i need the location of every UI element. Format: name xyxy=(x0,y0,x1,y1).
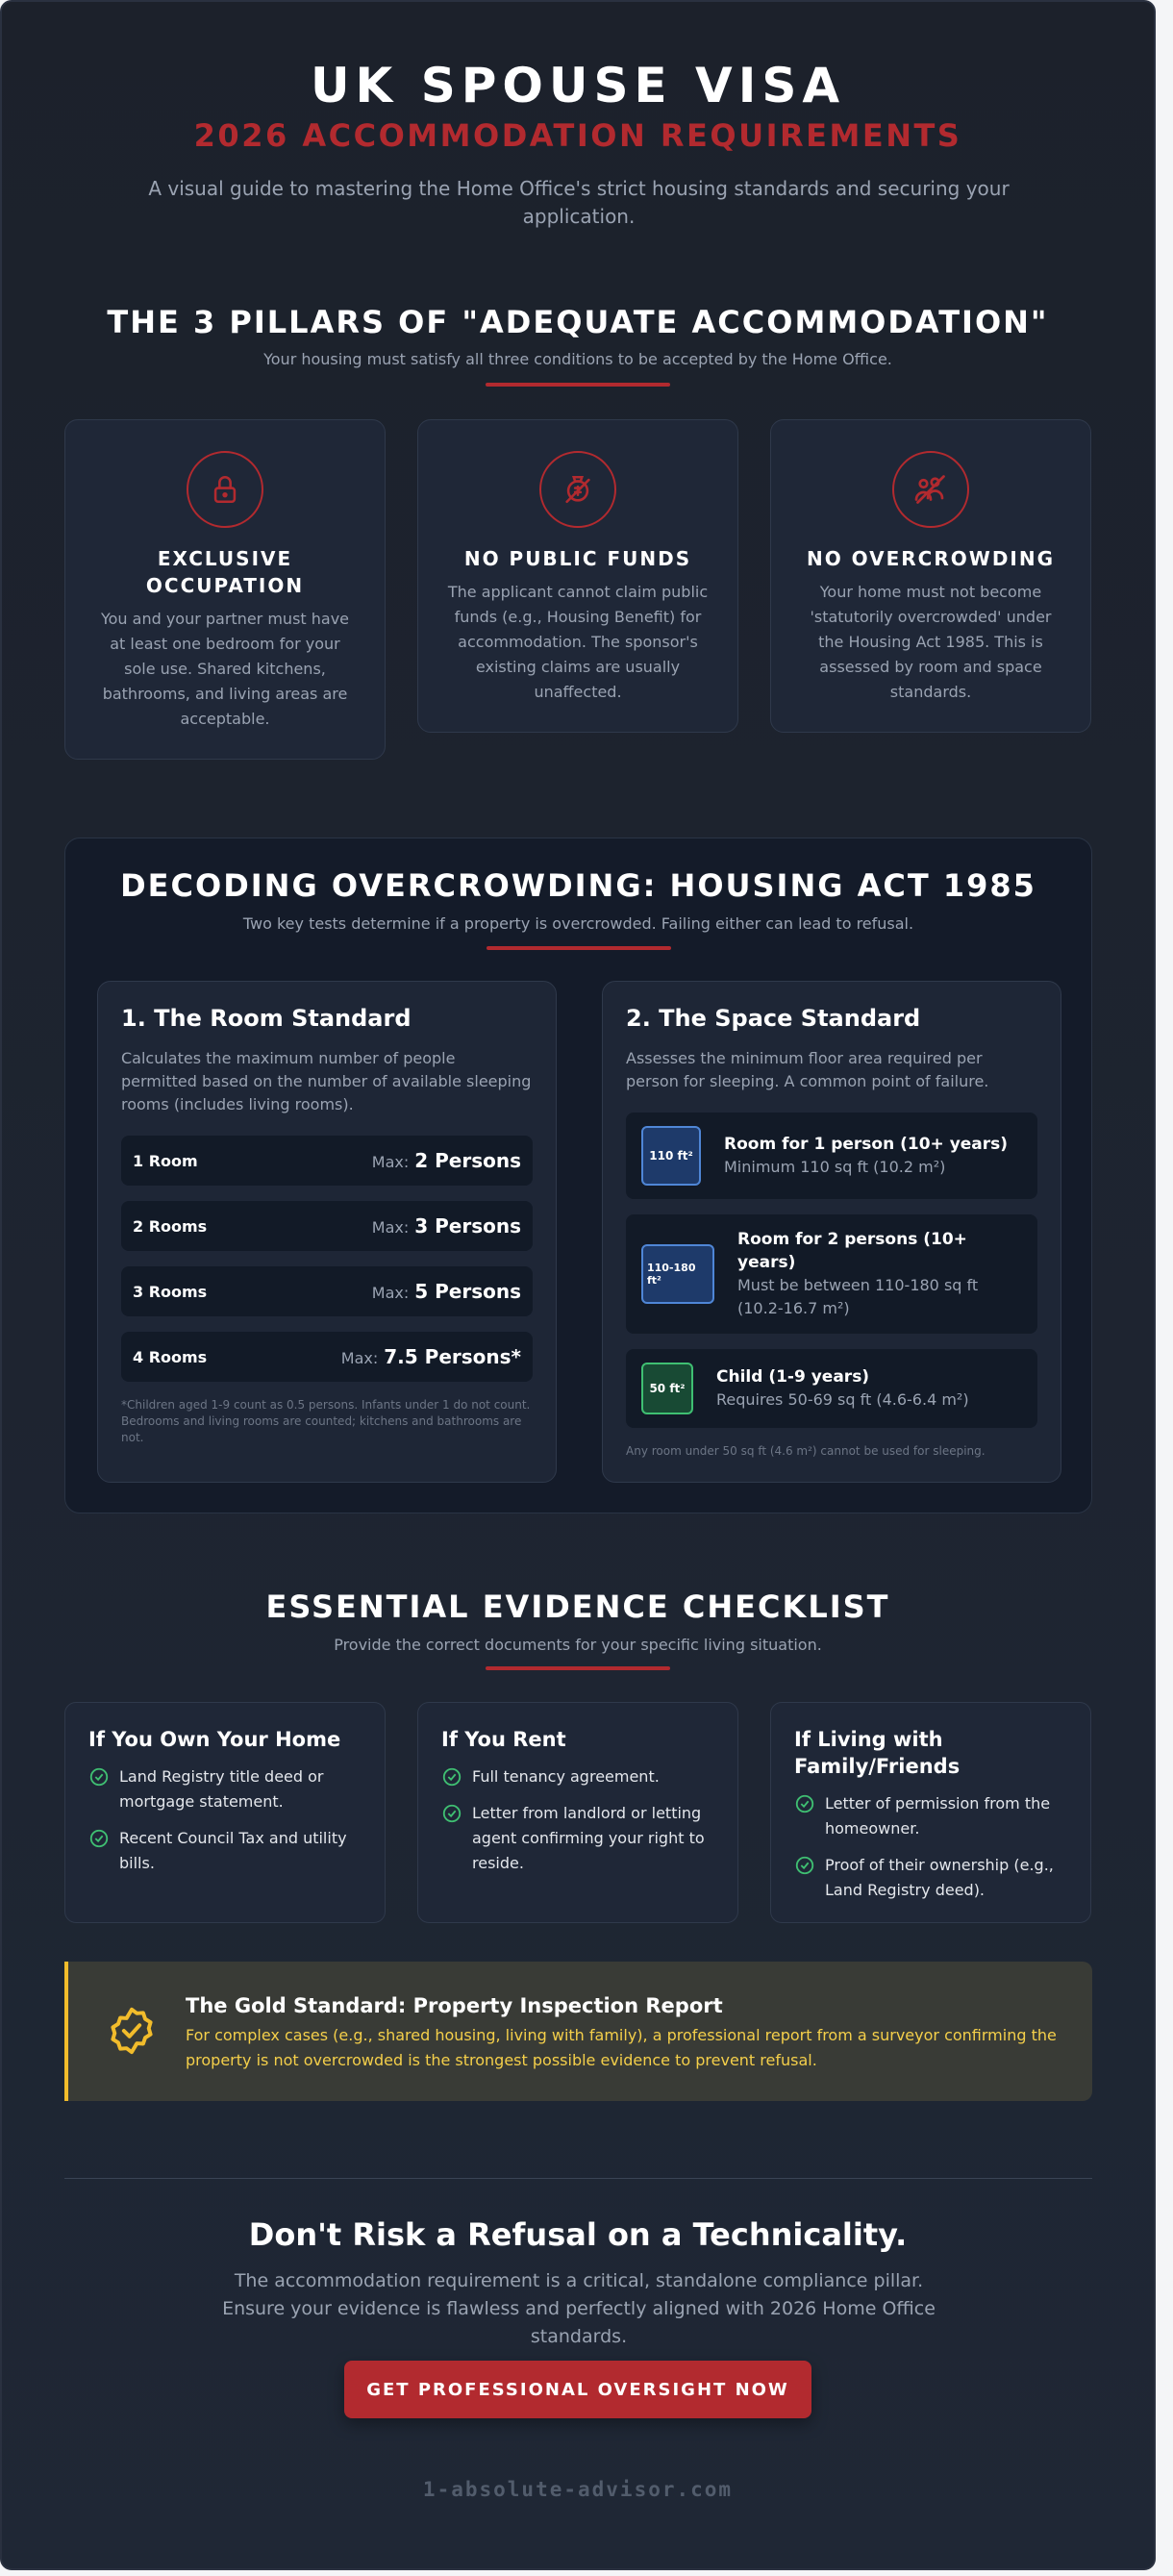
room-standard-title: 1. The Room Standard xyxy=(121,1005,412,1032)
checklist-text: Recent Council Tax and utility bills. xyxy=(119,1829,347,1872)
max-label: Max: xyxy=(371,1218,410,1237)
gold-standard-title: The Gold Standard: Property Inspection Report xyxy=(186,1994,723,2017)
room-count: 3 Rooms xyxy=(133,1282,208,1301)
max-persons: 5 Persons xyxy=(414,1280,521,1303)
space-row xyxy=(626,1349,1037,1428)
space-row xyxy=(626,1214,1037,1334)
section-rule xyxy=(486,383,670,387)
checklist-item xyxy=(794,1853,1067,1903)
space-row-text: Minimum 110 sq ft (10.2 m²) xyxy=(724,1158,946,1176)
pillars-subtitle: Your housing must satisfy all three conditions to be accepted by the Home Office. xyxy=(263,350,892,368)
checklist-text: Proof of their ownership (e.g., Land Registry deed). xyxy=(825,1856,1054,1899)
overcrowding-subtitle: Two key tests determine if a property is overcrowded. Failing either can lead to refusal. xyxy=(242,914,914,933)
max-label: Max: xyxy=(371,1284,410,1302)
no-funds-icon xyxy=(539,451,616,528)
space-row-text: Requires 50-69 sq ft (4.6-6.4 m²) xyxy=(716,1390,969,1409)
space-row-title: Child (1-9 years) xyxy=(716,1367,870,1387)
checklist-text: Letter of permission from the homeowner. xyxy=(825,1794,1051,1838)
pillar-title: NO OVERCROWDING xyxy=(806,547,1056,570)
area-badge: 110 ft² xyxy=(641,1126,701,1186)
room-row xyxy=(121,1266,533,1316)
room-standard-card xyxy=(97,981,557,1483)
checklist-text: Land Registry title deed or mortgage statement. xyxy=(119,1767,324,1811)
footer-site[interactable]: 1-absolute-advisor.com xyxy=(422,2478,734,2501)
max-persons: 2 Persons xyxy=(414,1149,521,1172)
max-persons: 3 Persons xyxy=(414,1214,521,1238)
professional-oversight-button[interactable]: GET PROFESSIONAL OVERSIGHT NOW xyxy=(344,2361,811,2418)
checklist-text: Full tenancy agreement. xyxy=(472,1767,660,1786)
room-row xyxy=(121,1136,533,1186)
pillar-text: You and your partner must have at least one bedroom for your sole use. Shared kitchens, bathrooms, and living areas are acceptable. xyxy=(100,610,350,728)
room-row xyxy=(121,1332,533,1382)
verified-badge-icon xyxy=(105,2004,159,2058)
room-standard-description: Calculates the maximum number of people permitted based on the number of available sleeping rooms (includes living rooms). xyxy=(121,1049,532,1113)
evidence-subtitle: Provide the correct documents for your specific living situation. xyxy=(334,1636,822,1654)
cta-description: The accommodation requirement is a critical, standalone compliance pillar. Ensure your evidence is flawless and perfectly aligned with 2026 Home Office standards. xyxy=(222,2270,936,2347)
evidence-card-title: If You Rent xyxy=(441,1728,566,1751)
check-circle-icon xyxy=(794,1855,815,1876)
divider xyxy=(64,2178,1092,2179)
lock-icon xyxy=(187,451,263,528)
evidence-card-title: If Living with Family/Friends xyxy=(794,1728,961,1778)
room-count: 4 Rooms xyxy=(133,1347,208,1366)
pillar-card-no-public-funds xyxy=(417,419,738,733)
checklist-item xyxy=(441,1801,714,1876)
space-row-text: Must be between 110-180 sq ft (10.2-16.7 m²) xyxy=(737,1276,979,1317)
pillar-title: EXCLUSIVE OCCUPATION xyxy=(145,547,305,597)
section-rule xyxy=(486,1666,670,1670)
checklist-item xyxy=(794,1791,1067,1841)
space-standard-card xyxy=(602,981,1061,1483)
area-badge: 50 ft² xyxy=(641,1363,693,1414)
evidence-card-rent xyxy=(417,1702,738,1923)
overcrowding-title: DECODING OVERCROWDING: HOUSING ACT 1985 xyxy=(120,867,1036,904)
space-standard-note: Any room under 50 sq ft (4.6 m²) cannot be used for sleeping. xyxy=(626,1444,986,1458)
evidence-title: ESSENTIAL EVIDENCE CHECKLIST xyxy=(265,1588,890,1625)
max-label: Max: xyxy=(371,1153,410,1171)
space-standard-description: Assesses the minimum floor area required per person for sleeping. A common point of failure. xyxy=(626,1049,989,1090)
pillar-text: Your home must not become 'statutorily overcrowded' under the Housing Act 1985. This is assessed by room and space standards. xyxy=(810,583,1052,701)
max-label: Max: xyxy=(340,1349,379,1367)
pillar-title: NO PUBLIC FUNDS xyxy=(463,547,692,570)
space-row xyxy=(626,1113,1037,1199)
hero-description: A visual guide to mastering the Home Office's strict housing standards and securing your application. xyxy=(148,177,1010,228)
crowd-icon xyxy=(892,451,969,528)
room-row xyxy=(121,1201,533,1251)
section-rule xyxy=(487,946,671,950)
area-badge: 110-180 ft² xyxy=(641,1244,714,1304)
evidence-card-family-friends xyxy=(770,1702,1091,1923)
pillars-title: THE 3 PILLARS OF "ADEQUATE ACCOMMODATION" xyxy=(107,304,1049,340)
check-circle-icon xyxy=(88,1828,110,1849)
checklist-item xyxy=(88,1826,362,1876)
space-standard-title: 2. The Space Standard xyxy=(626,1005,921,1032)
room-count: 1 Room xyxy=(133,1151,198,1170)
check-circle-icon xyxy=(441,1766,462,1788)
overcrowding-panel xyxy=(64,838,1092,1513)
checklist-item xyxy=(88,1764,362,1814)
room-standard-note: *Children aged 1-9 count as 0.5 persons. Infants under 1 do not count. Bedrooms and living rooms are counted; kitchens and bathrooms are not. xyxy=(121,1398,531,1444)
check-circle-icon xyxy=(794,1793,815,1814)
evidence-card-title: If You Own Your Home xyxy=(88,1728,341,1751)
max-persons: 7.5 Persons* xyxy=(384,1345,521,1368)
gold-standard-text: For complex cases (e.g., shared housing, living with family), a professional report from a surveyor confirming the property is not overcrowded is the strongest possible evidence to prevent refusal. xyxy=(186,2026,1057,2069)
room-count: 2 Rooms xyxy=(133,1216,208,1236)
gold-standard-callout xyxy=(64,1962,1092,2101)
pillar-text: The applicant cannot claim public funds (e.g., Housing Benefit) for accommodation. The sponsor's existing claims are usually unaffected. xyxy=(447,583,709,701)
check-circle-icon xyxy=(88,1766,110,1788)
evidence-card-own-home xyxy=(64,1702,386,1923)
checklist-text: Letter from landlord or letting agent confirming your right to reside. xyxy=(472,1804,705,1872)
pillar-card-no-overcrowding xyxy=(770,419,1091,733)
pillar-card-exclusive-occupation xyxy=(64,419,386,760)
check-circle-icon xyxy=(441,1803,462,1824)
checklist-item xyxy=(441,1764,714,1789)
hero-subtitle: 2026 ACCOMMODATION REQUIREMENTS xyxy=(193,117,962,154)
cta-title: Don't Risk a Refusal on a Technicality. xyxy=(248,2216,908,2253)
space-row-title: Room for 1 person (10+ years) xyxy=(724,1135,1009,1154)
space-row-title: Room for 2 persons (10+ years) xyxy=(737,1230,967,1272)
hero-title: UK SPOUSE VISA xyxy=(310,58,846,113)
